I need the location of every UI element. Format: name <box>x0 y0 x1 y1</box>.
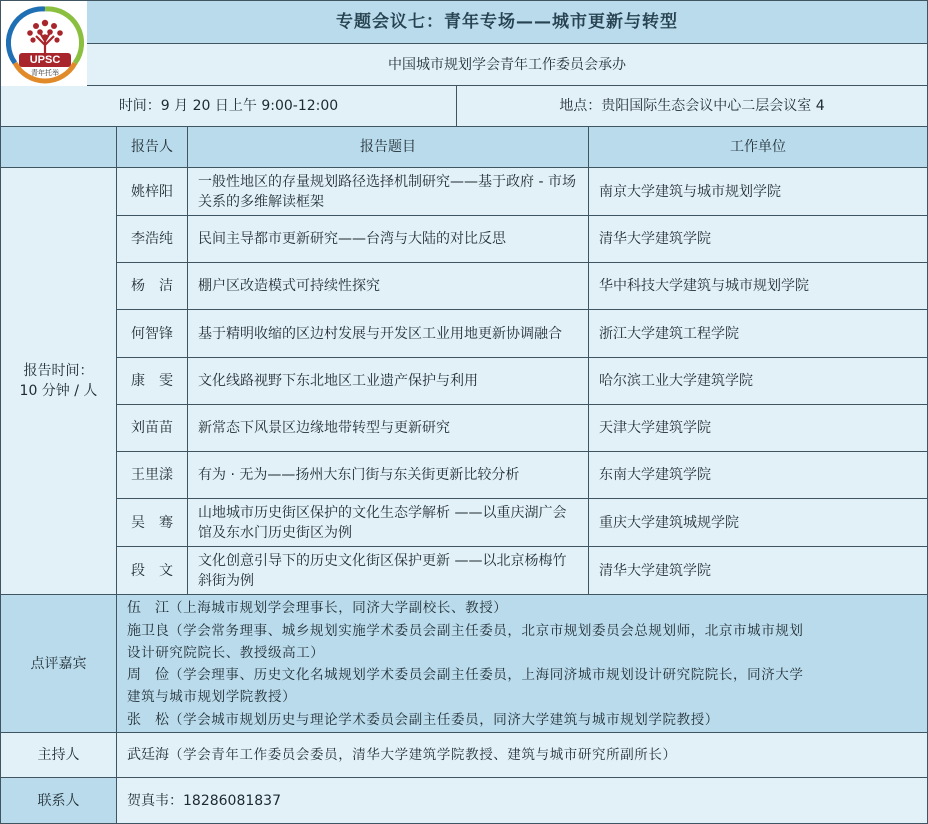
report-time-label-cell <box>1 168 117 595</box>
speaker-cell-text: 李浩纯 <box>131 231 173 247</box>
reviewer-entry <box>127 665 917 685</box>
speaker-cell-text: 段 文 <box>131 562 173 579</box>
affiliation-cell <box>589 405 927 452</box>
report-title-cell <box>188 452 589 499</box>
host-content-cell <box>117 733 927 778</box>
affiliation-cell-text: 哈尔滨工业大学建筑学院 <box>599 373 753 389</box>
reviewer-name: 伍 江 <box>127 600 169 616</box>
host-description: （学会青年工作委员会委员，清华大学建筑学院教授、建筑与城市研究所副所长） <box>169 747 677 763</box>
speaker-cell <box>117 310 188 358</box>
report-title-cell-text: 有为 · 无为——扬州大东门街与东关街更新比较分析 <box>198 467 520 483</box>
speaker-cell-text: 康 雯 <box>131 373 173 389</box>
reviewer-entry-continued <box>127 643 917 663</box>
report-title-cell-text: 文化创意引导下的历史文化街区保护更新 ——以北京杨梅竹斜街为例 <box>198 552 567 589</box>
contact-content-cell <box>117 778 927 823</box>
organizer-text: 中国城市规划学会青年工作委员会承办 <box>388 56 626 73</box>
session-venue: 地点：贵阳国际生态会议中心二层会议室 4 <box>559 98 825 114</box>
report-title-cell <box>188 405 589 452</box>
venue-cell <box>457 86 927 127</box>
affiliation-cell-text: 清华大学建筑学院 <box>599 562 711 579</box>
affiliation-cell-text: 天津大学建筑学院 <box>599 420 711 436</box>
speaker-cell <box>117 216 188 263</box>
affiliation-cell-text: 南京大学建筑与城市规划学院 <box>599 183 781 200</box>
affiliation-cell <box>589 358 927 405</box>
speaker-cell <box>117 452 188 499</box>
report-title-cell-text: 基于精明收缩的区边村发展与开发区工业用地更新协调融合 <box>198 325 562 342</box>
upsc-logo <box>3 3 87 85</box>
report-title-cell-text: 文化线路视野下东北地区工业遗产保护与利用 <box>198 373 478 389</box>
speaker-cell-text: 姚梓阳 <box>131 183 173 200</box>
reviewer-description: （学会常务理事、城乡规划实施学术委员会副主任委员，北京市规划委员会总规划师，北京市城市规划 <box>169 622 804 639</box>
header-blank-cell <box>1 127 117 168</box>
reviewer-entry-continued <box>127 687 917 707</box>
contact-label: 联系人 <box>37 792 80 809</box>
speaker-cell-text: 刘苗苗 <box>131 420 173 436</box>
reviewer-entry <box>127 710 917 730</box>
reviewer-entry <box>127 598 917 618</box>
report-title-cell <box>188 168 589 216</box>
reviewer-description: 设计研究院院长、教授级高工） <box>127 644 325 661</box>
session-time: 时间：9 月 20 日上午 9:00-12:00 <box>118 98 339 114</box>
contact-label-cell <box>1 778 117 823</box>
reviewer-name: 周 俭 <box>127 667 169 683</box>
affiliation-cell <box>589 216 927 263</box>
host-name: 武廷海 <box>127 747 169 763</box>
host-label: 主持人 <box>37 747 80 763</box>
session-title-cell <box>87 1 927 44</box>
speaker-cell <box>117 499 188 547</box>
affiliation-cell <box>589 499 927 547</box>
speaker-cell <box>117 405 188 452</box>
speaker-cell <box>117 168 188 216</box>
report-title-cell <box>188 263 589 310</box>
report-title-cell <box>188 216 589 263</box>
report-title-cell <box>188 358 589 405</box>
affiliation-cell <box>589 168 927 216</box>
speaker-cell <box>117 547 188 595</box>
reviewers-label: 点评嘉宾 <box>30 655 87 672</box>
speaker-cell-text: 王里漾 <box>131 467 173 483</box>
affiliation-cell <box>589 452 927 499</box>
reviewer-entry <box>127 621 917 641</box>
reviewer-description: 建筑与城市规划学院教授） <box>127 689 297 705</box>
reviewer-name: 张 松 <box>127 711 169 728</box>
affiliation-cell-text: 重庆大学建筑城规学院 <box>599 514 739 531</box>
report-title-cell-text: 民间主导都市更新研究——台湾与大陆的对比反思 <box>198 231 506 247</box>
organizer-cell <box>87 44 927 86</box>
session-title: 专题会议七：青年专场——城市更新与转型 <box>336 12 678 32</box>
column-header-title: 报告题目 <box>188 127 589 168</box>
speaker-cell-text: 何智锋 <box>131 325 173 342</box>
affiliation-cell <box>589 547 927 595</box>
affiliation-cell <box>589 310 927 358</box>
report-title-cell-text: 新常态下风景区边缘地带转型与更新研究 <box>198 420 450 436</box>
report-title-cell-text: 一般性地区的存量规划路径选择机制研究——基于政府 - 市场关系的多维解读框架 <box>198 173 576 210</box>
report-title-cell-text: 棚户区改造模式可持续性探究 <box>198 278 380 294</box>
logo-text: UPSC <box>29 54 61 66</box>
logo-caption: 青年托举 <box>31 69 59 77</box>
time-cell <box>1 86 457 127</box>
column-header-unit: 工作单位 <box>589 127 927 168</box>
speaker-cell-text: 吴 骞 <box>131 514 173 531</box>
report-title-cell-text: 山地城市历史街区保护的文化生态学解析 ——以重庆湖广会馆及东水门历史街区为例 <box>198 504 567 541</box>
report-time-value: 10 分钟 / 人 <box>19 383 98 399</box>
affiliation-cell <box>589 263 927 310</box>
reviewer-description: （上海城市规划学会理事长，同济大学副校长、教授） <box>169 600 508 616</box>
speaker-cell <box>117 263 188 310</box>
affiliation-cell-text: 华中科技大学建筑与城市规划学院 <box>599 278 809 294</box>
affiliation-cell-text: 清华大学建筑学院 <box>599 231 711 247</box>
host-label-cell <box>1 733 117 778</box>
affiliation-cell-text: 浙江大学建筑工程学院 <box>599 325 739 342</box>
reviewer-description: （学会理事、历史文化名城规划学术委员会副主任委员，上海同济城市规划设计研究院院长，同济大学 <box>169 667 804 683</box>
report-title-cell <box>188 499 589 547</box>
speaker-cell <box>117 358 188 405</box>
affiliation-cell-text: 东南大学建筑学院 <box>599 467 711 483</box>
report-title-cell <box>188 547 589 595</box>
contact-value: 贺真韦：18286081837 <box>127 792 281 809</box>
report-title-cell <box>188 310 589 358</box>
reviewer-name: 施卫良 <box>127 622 169 639</box>
report-time-label: 报告时间： <box>23 363 94 379</box>
speaker-cell-text: 杨 洁 <box>131 278 173 294</box>
reviewer-description: （学会城市规划历史与理论学术委员会副主任委员，同济大学建筑与城市规划学院教授） <box>169 711 719 728</box>
reviewers-label-cell <box>1 595 117 733</box>
column-header-speaker: 报告人 <box>117 127 188 168</box>
